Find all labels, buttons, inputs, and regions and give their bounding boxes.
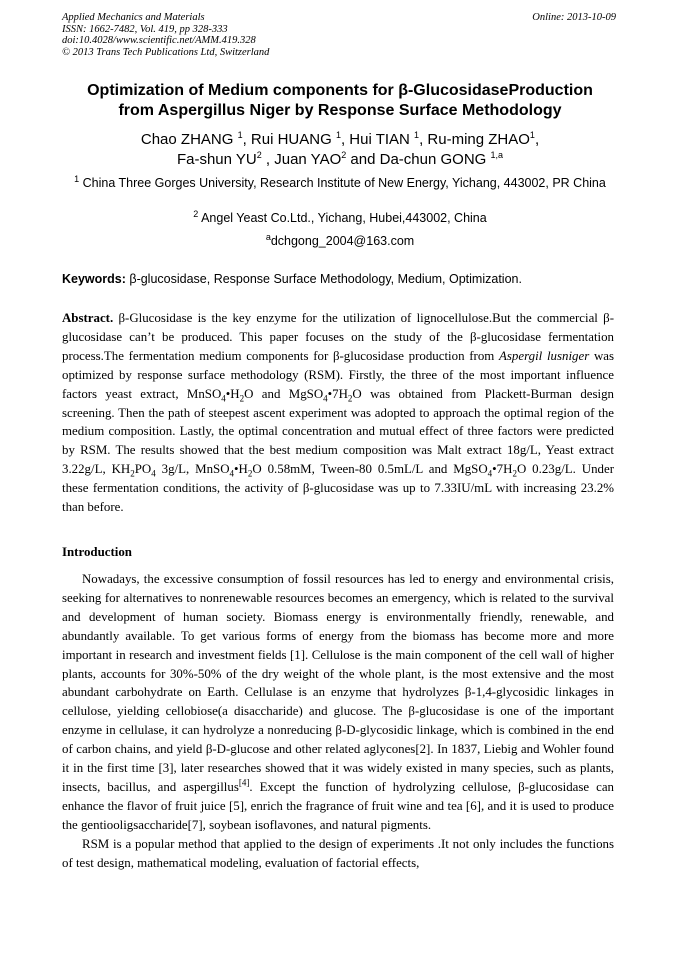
author-line-1: [40, 130, 640, 150]
subscript: 4: [229, 468, 235, 479]
author-name: , Hui TIAN: [340, 131, 415, 148]
subscript: 4: [221, 393, 226, 404]
author-affil-mark: 1,a: [490, 150, 504, 160]
journal-name: Applied Mechanics and Materials: [62, 12, 205, 23]
author-line-2: [40, 150, 640, 170]
abstract: [62, 309, 614, 517]
email-mark: a: [265, 231, 271, 242]
abstract-text: β-Glucosidase is the key enzyme for the utilization of lignocellulose.But the commercial β-glucosidase can’t be produced. This paper focuses on the study of the β-glucosidase fermentation process.The fermentation medium components for β-glucosidase production from: [62, 311, 614, 363]
paper-title: [40, 81, 640, 121]
online-date: Online: 2013-10-09: [532, 12, 616, 23]
affiliation-2: [40, 210, 640, 226]
abstract-text: O and MgSO: [244, 386, 324, 401]
subscript: 4: [323, 393, 328, 404]
subscript: 2: [130, 468, 135, 479]
affiliation-1: [62, 175, 618, 191]
issn-line: ISSN: 1662-7482, Vol. 419, pp 328-333: [62, 23, 228, 35]
affiliation-mark: 1: [74, 173, 80, 184]
abstract-text: •7H: [492, 462, 513, 477]
author-affil-mark: 2: [341, 150, 347, 160]
subscript: 2: [247, 468, 253, 479]
author-affil-mark: 1: [529, 130, 535, 140]
author-affil-mark: 1: [414, 130, 420, 140]
paragraph-text: Nowadays, the excessive consumption of fossil resources has led to energy and environmental crisis, seeking for alternatives to nonrenewable resources becomes an emergency, which is related to the survival and development of human society. Biomass energy is environmentally friendly, renewable, and abundantly available. To get various forms of energy from the biomass has become more and more important in research and investment fields [1]. Cellulose is the main component of the cell wall of higher plants, accounts for 30%-50% of the dry weight of the whole plant, is the most extensive and the most abundant carbohydrate on Earth. Cellulase is an enzyme that hydrolyzes β-1,4-glycosidic linkages in cellulose, yielding cellobiose(a disaccharide) and glucose. The β-glucosidase is one of the important enzyme in cellulase, it can hydrolyze a nonreducing β-D-glycosidic linkage, which is combined in the end of carbon chains, and yield β-D-glucose and other related aglycones[2]. In 1837, Liebig and Wohler found it in the first time [3], later researches showed that it was widely existed in many species, such as plants, insects, bacillus, and aspergillus: [62, 572, 614, 794]
keywords-text: β-glucosidase, Response Surface Methodology, Medium, Optimization.: [125, 272, 522, 286]
abstract-text: O 0.58mM, Tween-80 0.5mL/L and MgSO: [252, 462, 488, 477]
subscript: 4: [487, 468, 493, 479]
intro-paragraph-1: [62, 570, 614, 835]
subscript: 2: [239, 393, 245, 404]
paragraph-text: . Except the function of hydrolyzing cellulose, β-glucosidase can enhance the flavor of fruit juice [5], enrich the fragrance of fruit wine and tea [6], and it is used to produce the gentiooligsaccharide[7], soybean isoflavones, and natural pigments.: [62, 779, 614, 832]
subscript: 2: [347, 393, 353, 404]
abstract-text: O 0.23g/L. Under these fermentation conditions, the activity of β-glucosidase was up to 7.33IU/mL with increasing 23.2% than before.: [62, 462, 615, 515]
affiliation-mark: 2: [193, 208, 199, 219]
journal-header: [62, 12, 616, 58]
abstract-text: 3g/L, MnSO: [155, 462, 230, 477]
title-line-2: from Aspergillus Niger by Response Surface Methodology: [118, 102, 562, 119]
abstract-text: PO: [134, 462, 152, 477]
keywords: [62, 271, 618, 287]
abstract-text: •7H: [327, 386, 348, 401]
species-name: Aspergil lusniger: [499, 348, 590, 363]
author-affil-mark: 1: [335, 130, 341, 140]
affiliation-text: Angel Yeast Co.Ltd., Yichang, Hubei,443002, China: [198, 211, 487, 225]
author-name: and Da-chun GONG: [346, 151, 491, 168]
abstract-text: •H: [225, 386, 240, 401]
abstract-label: Abstract.: [62, 311, 114, 325]
introduction-heading: Introduction: [62, 545, 132, 559]
abstract-text: O was obtained from Plackett-Burman design screening. Then the path of steepest ascent experiment was adopted to approach the optimal region of the medium composition. Lastly, the optimal concentration and mutual effect of three factors were predicted by RSM. The results showed that the best medium composition was Malt extract 18g/L, Yeast extract 3.22g/L, KH: [62, 386, 614, 477]
subscript: 4: [151, 468, 156, 479]
author-affil-mark: 1: [237, 130, 243, 140]
email-address[interactable]: dchgong_2004@163.com: [270, 234, 415, 248]
affiliation-text: China Three Gorges University, Research Institute of New Energy, Yichang, 443002, PR China: [79, 176, 606, 190]
title-line-1: Optimization of Medium components for β-GlucosidaseProduction: [87, 82, 593, 99]
corresponding-email: [40, 233, 640, 249]
author-affil-mark: 2: [256, 150, 262, 160]
author-separator: ,: [534, 131, 540, 148]
author-name: Fa-shun YU: [176, 151, 257, 168]
author-name: Chao ZHANG: [140, 131, 238, 148]
copyright-line: © 2013 Trans Tech Publications Ltd, Switzerland: [62, 46, 270, 58]
subscript: 2: [512, 468, 517, 479]
abstract-text: •H: [234, 462, 248, 477]
introduction-body: [62, 570, 614, 873]
author-list: [40, 130, 640, 170]
intro-paragraph-2: RSM is a popular method that applied to the design of experiments .It not only includes the functions of test design, mathematical modeling, evaluation of factorial effects,: [62, 836, 614, 870]
author-name: , Rui HUANG: [242, 131, 336, 148]
author-name: , Juan YAO: [261, 151, 342, 168]
citation-mark: [4]: [238, 777, 250, 788]
abstract-text: was optimized by response surface methodology (RSM). Firstly, the three of the most important influence factors yeast extract, MnSO: [62, 348, 614, 401]
doi-line: doi:10.4028/www.scientific.net/AMM.419.328: [62, 35, 256, 46]
keywords-label: Keywords:: [62, 272, 126, 286]
author-name: , Ru-ming ZHAO: [419, 131, 530, 148]
